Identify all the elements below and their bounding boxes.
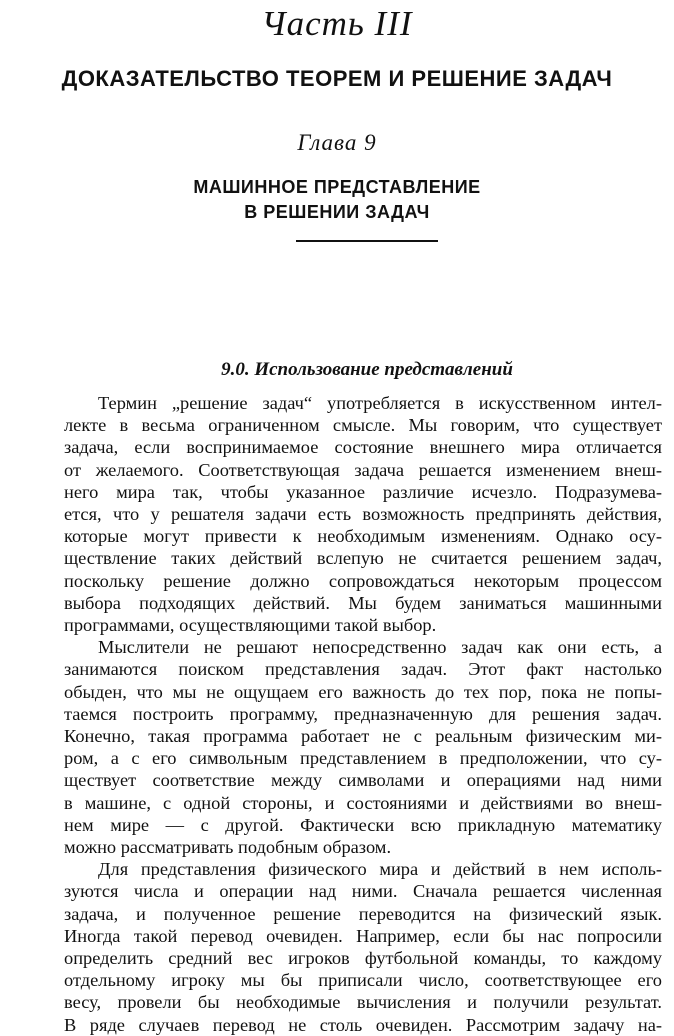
text-line: задача, и полученное решение переводится на физический язык. bbox=[64, 903, 662, 924]
body-text bbox=[64, 392, 662, 1036]
paragraph bbox=[64, 636, 662, 858]
text-line: поскольку решение должно сопровождаться некоторым процессом bbox=[64, 570, 662, 591]
chapter-heading bbox=[0, 175, 674, 225]
text-line: таемся построить программу, предназначенную для решения задач. bbox=[64, 703, 662, 724]
text-line: Иногда такой перевод очевиден. Например, если бы нас попросили bbox=[64, 925, 662, 946]
text-line: В ряде случаев перевод не столь очевиден. Рассмотрим задачу на- bbox=[64, 1014, 662, 1035]
text-line: Термин „решение задач“ употребляется в искусственном интел- bbox=[98, 393, 662, 413]
text-line: Конечно, такая программа работает не с реальным физическим ми- bbox=[64, 726, 662, 747]
text-line: ром, а с его символьным представлением в предположении, что су- bbox=[64, 748, 662, 769]
chapter-title: Глава 9 bbox=[297, 130, 377, 155]
text-line: ществление таких действий вслепую не считается решением задач, bbox=[64, 548, 662, 569]
text-line: занимаются поиском представления задач. Этот факт настолько bbox=[64, 659, 662, 680]
text-line: зуются числа и операции над ними. Сначала решается численная bbox=[64, 881, 662, 902]
chapter-heading-line: В РЕШЕНИИ ЗАДАЧ bbox=[244, 202, 430, 222]
text-line: программами, осуществляющими такой выбор. bbox=[64, 615, 437, 636]
paragraph bbox=[64, 392, 662, 636]
text-line: отдельному игроку мы бы приписали число, соответствующее его bbox=[64, 970, 662, 991]
text-line: него мира так, чтобы указанное различие исчезло. Подразумева- bbox=[64, 481, 662, 502]
text-line: лекте в весьма ограниченном смысле. Мы говорим, что существует bbox=[64, 415, 662, 436]
text-line: обыден, что мы не ощущаем его важность до тех пор, пока не попы- bbox=[64, 681, 662, 702]
text-line: от желаемого. Соответствующая задача решается изменением внеш- bbox=[64, 459, 662, 480]
text-line: Для представления физического мира и действий в нем исполь- bbox=[98, 859, 662, 880]
text-line: которые могут привести к необходимым изменениям. Однако осу- bbox=[64, 526, 662, 547]
text-line: задача, если воспринимаемое состояние внешнего мира отличается bbox=[64, 437, 662, 458]
text-line: определить средний вес игроков футбольной команды, то каждому bbox=[64, 948, 662, 969]
chapter-heading-line: МАШИННОЕ ПРЕДСТАВЛЕНИЕ bbox=[193, 177, 481, 197]
text-line: весу, провели бы необходимые вычисления и получили результат. bbox=[64, 992, 662, 1013]
text-line: ется, что у решателя задачи есть возможность предпринять действия, bbox=[64, 504, 662, 525]
text-line: выбора подходящих действий. Мы будем заниматься машинными bbox=[64, 592, 662, 613]
chapter-divider bbox=[296, 240, 438, 242]
text-line: Мыслители не решают непосредственно задач как они есть, а bbox=[98, 637, 662, 658]
part-title: Часть III bbox=[261, 4, 413, 43]
text-line: нем мире — с другой. Фактически всю прикладную математику bbox=[64, 814, 662, 835]
text-line: в машине, с одной стороны, и состояниями и действиями во внеш- bbox=[64, 792, 662, 813]
text-line: можно рассматривать подобным образом. bbox=[64, 837, 392, 858]
part-heading: ДОКАЗАТЕЛЬСТВО ТЕОРЕМ И РЕШЕНИЕ ЗАДАЧ bbox=[61, 66, 613, 91]
text-line: ществует соответствие между символами и операциями над ними bbox=[64, 770, 662, 791]
section-title: 9.0. Использование представлений bbox=[221, 359, 513, 380]
paragraph bbox=[64, 858, 662, 1036]
